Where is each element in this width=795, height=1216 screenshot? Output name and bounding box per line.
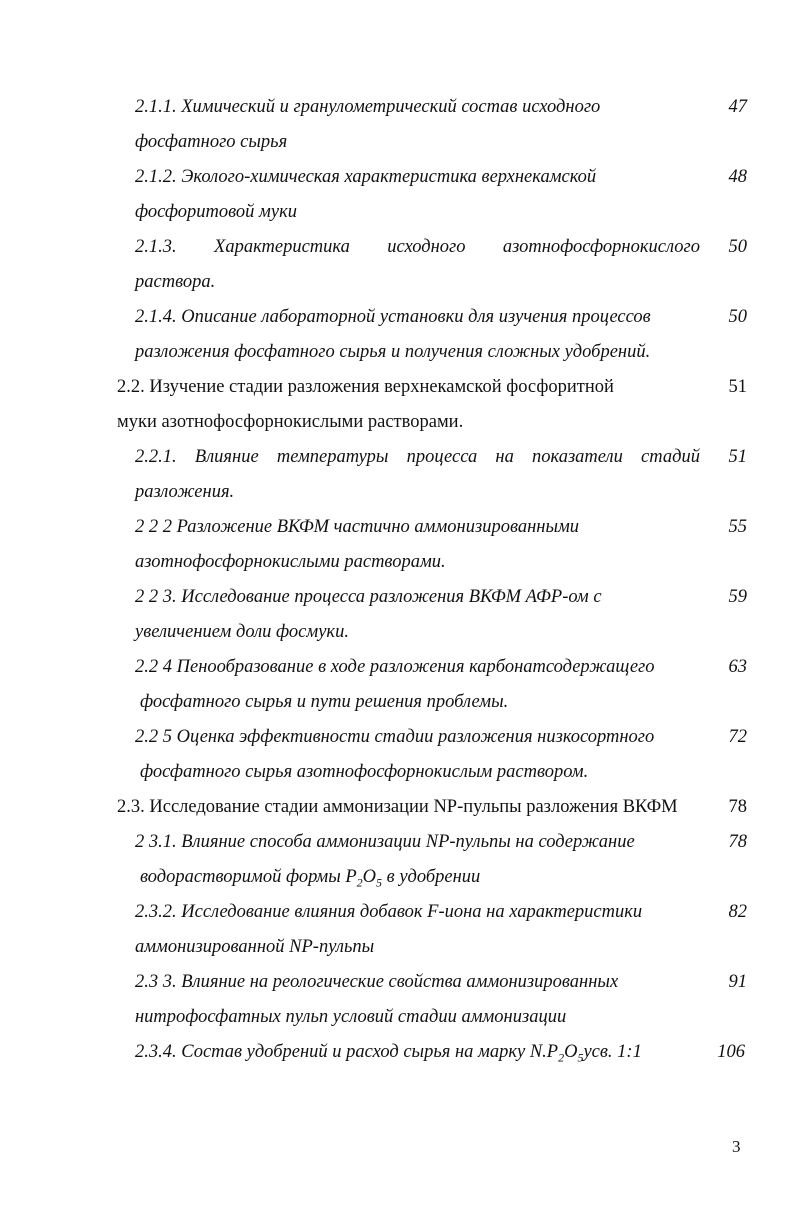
toc-entry-2-2-2-line1: 2 2 2 Разложение ВКФМ частично аммонизированными — [135, 517, 580, 537]
toc-page-2-1-2: 48 — [728, 167, 747, 187]
toc-entry-2-2-5-line1: 2.2 5 Оценка эффективности стадии разложения низкосортного — [135, 727, 655, 747]
toc-page-2-2-1: 51 — [728, 447, 747, 467]
toc-page-2-3-3: 91 — [728, 972, 747, 992]
toc-entry-2-1-3-line1 — [135, 232, 700, 262]
toc-word: исходного — [387, 237, 466, 257]
toc-text: усв. 1:1 — [583, 1042, 642, 1062]
toc-word: показатели — [532, 447, 623, 467]
toc-entry-2-3-1-line1: 2 3.1. Влияние способа аммонизации NP-пульпы на содержание — [135, 832, 635, 852]
toc-entry-2-3-4-line1 — [135, 1037, 642, 1067]
toc-page-2-3-2: 82 — [728, 902, 747, 922]
toc-text: в удобрении — [382, 867, 481, 887]
subscript: 2 — [558, 1050, 565, 1065]
toc-page-2-2: 51 — [728, 377, 747, 397]
toc-entry-2-2-3-line1: 2 2 3. Исследование процесса разложения ВКФМ АФР-ом с — [135, 587, 602, 607]
toc-entry-2-2-2-line2: азотнофосфорнокислыми растворами. — [135, 552, 446, 572]
toc-word: 2.1.3. — [135, 237, 177, 257]
toc-word: Характеристика — [214, 237, 350, 257]
toc-page-2-2-5: 72 — [728, 727, 747, 747]
toc-entry-2-3-1-line2 — [140, 862, 480, 892]
toc-page-2-1-4: 50 — [728, 307, 747, 327]
toc-entry-2-3-3-line2: нитрофосфатных пульп условий стадии аммонизации — [135, 1007, 567, 1027]
toc-word: азотнофосфорнокислого — [502, 237, 700, 257]
toc-entry-2-2-1-line2: разложения. — [135, 482, 235, 502]
toc-page-2-2-3: 59 — [728, 587, 747, 607]
page-number: 3 — [732, 1137, 741, 1156]
toc-entry-2-1-3-line2: раствора. — [135, 272, 216, 292]
toc-entry-2-2-1-line1 — [135, 442, 700, 472]
toc-entry-2-2-line2: муки азотнофосфорнокислыми растворами. — [117, 412, 464, 432]
toc-word: температуры — [276, 447, 389, 467]
toc-entry-2-3-3-line1: 2.3 3. Влияние на реологические свойства аммонизированных — [135, 972, 619, 992]
toc-word: на — [495, 447, 514, 467]
toc-entry-2-2-4-line2: фосфатного сырья и пути решения проблемы. — [140, 692, 509, 712]
toc-entry-2-1-4-line1: 2.1.4. Описание лабораторной установки для изучения процессов — [135, 307, 651, 327]
toc-entry-2-1-2-line1: 2.1.2. Эколого-химическая характеристика верхнекамской — [135, 167, 597, 187]
subscript: 2 — [356, 875, 363, 890]
toc-text: O — [362, 867, 377, 887]
toc-entry-2-3-line1: 2.3. Исследование стадии аммонизации NP-пульпы разложения ВКФМ — [117, 797, 678, 817]
toc-entry-2-2-3-line2: увеличением доли фосмуки. — [135, 622, 349, 642]
toc-page-2-1-3: 50 — [728, 237, 747, 257]
toc-word: 2.2.1. — [135, 447, 177, 467]
toc-word: стадий — [641, 447, 700, 467]
toc-entry-2-2-5-line2: фосфатного сырья азотнофосфорнокислым раствором. — [140, 762, 589, 782]
toc-entry-2-2-4-line1: 2.2 4 Пенообразование в ходе разложения карбонатсодержащего — [135, 657, 655, 677]
toc-entry-2-2-line1: 2.2. Изучение стадии разложения верхнекамской фосфоритной — [117, 377, 614, 397]
subscript: 5 — [376, 875, 383, 890]
toc-entry-2-1-2-line2: фосфоритовой муки — [135, 202, 297, 222]
toc-word: процесса — [406, 447, 478, 467]
toc-text: O — [564, 1042, 578, 1062]
subscript: 5 — [577, 1050, 584, 1065]
toc-entry-2-3-2-line1: 2.3.2. Исследование влияния добавок F-иона на характеристики — [135, 902, 643, 922]
toc-entry-2-3-2-line2: аммонизированной NP-пульпы — [135, 937, 375, 957]
toc-entry-2-1-1-line1: 2.1.1. Химический и гранулометрический состав исходного — [135, 97, 601, 117]
toc-page-2-3: 78 — [728, 797, 747, 817]
toc-page-2-2-4: 63 — [728, 657, 747, 677]
toc-text: 2.3.4. Состав удобрений и расход сырья на марку N.P — [135, 1042, 559, 1062]
toc-page-2-2-2: 55 — [728, 517, 747, 537]
toc-entry-2-1-4-line2: разложения фосфатного сырья и получения сложных удобрений. — [135, 342, 651, 362]
toc-word: Влияние — [194, 447, 259, 467]
toc-page-2-1-1: 47 — [728, 97, 747, 117]
toc-page-2-3-1: 78 — [728, 832, 747, 852]
toc-entry-2-1-1-line2: фосфатного сырья — [135, 132, 288, 152]
toc-text: водорастворимой формы P — [140, 867, 357, 887]
toc-page-2-3-4: 106 — [717, 1042, 745, 1062]
